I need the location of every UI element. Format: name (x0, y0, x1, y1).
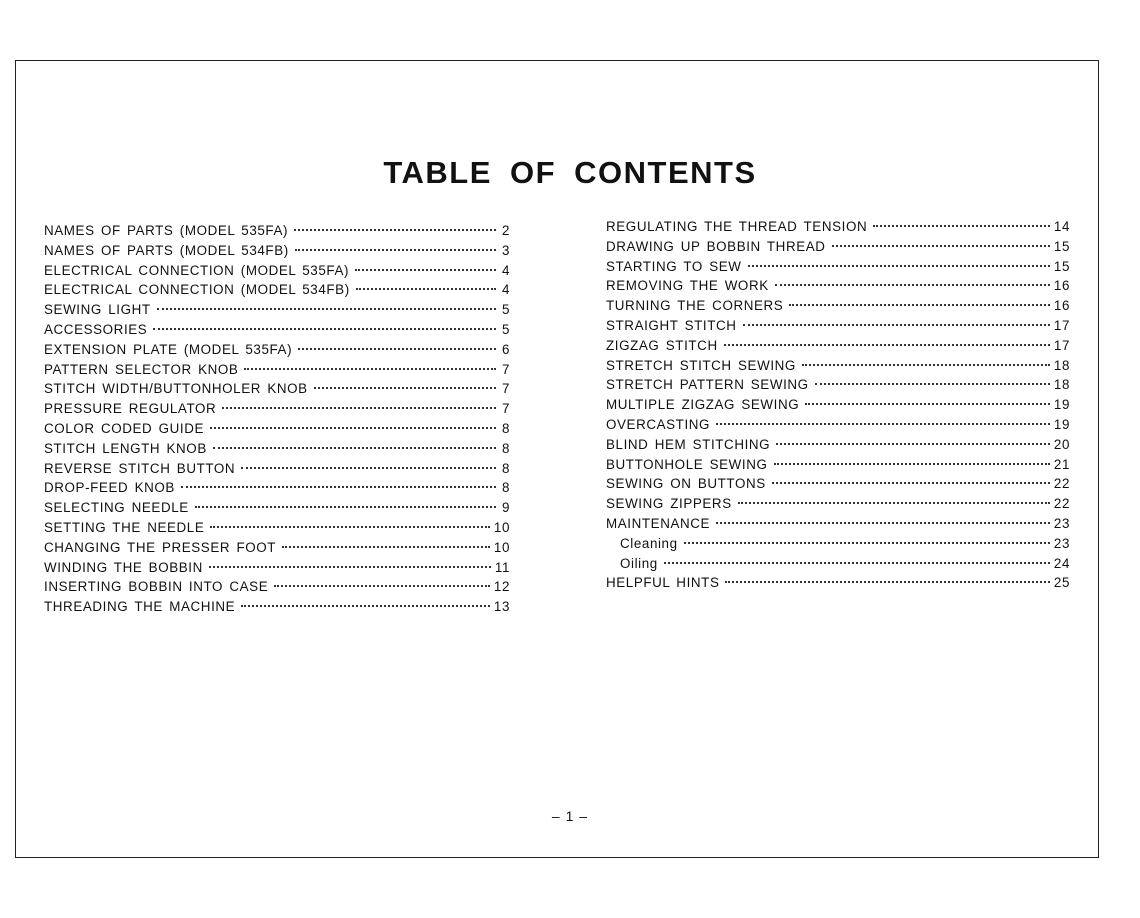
toc-entry-label: REMOVING THE WORK (606, 278, 769, 294)
toc-entry-label: NAMES OF PARTS (MODEL 534FB) (44, 242, 289, 258)
toc-entry-label: MULTIPLE ZIGZAG SEWING (606, 397, 800, 413)
toc-entry-page: 23 (1053, 515, 1070, 531)
dot-leader (282, 546, 490, 548)
toc-entry-label: STRETCH PATTERN SEWING (606, 377, 809, 393)
dot-leader (181, 486, 496, 488)
toc-entry[interactable] (606, 336, 1070, 356)
toc-entry-label: SEWING ON BUTTONS (606, 476, 766, 492)
dot-leader (294, 229, 496, 231)
dot-leader (210, 427, 496, 429)
toc-entry-page: 3 (501, 242, 510, 258)
toc-entry[interactable] (44, 439, 510, 459)
toc-entry-page: 4 (501, 282, 510, 298)
toc-entry-page: 17 (1053, 337, 1070, 353)
toc-entry-label: STRAIGHT STITCH (606, 317, 737, 333)
toc-entry[interactable] (44, 261, 510, 281)
dot-leader (295, 249, 496, 251)
toc-entry[interactable] (606, 514, 1070, 534)
toc-entry-label: STARTING TO SEW (606, 258, 742, 274)
toc-entry-label: STITCH WIDTH/BUTTONHOLER KNOB (44, 381, 308, 397)
toc-entry-page: 19 (1053, 416, 1070, 432)
dot-leader (775, 284, 1050, 286)
toc-entry[interactable] (606, 257, 1070, 277)
toc-entry[interactable] (44, 360, 510, 380)
toc-entry-page: 22 (1053, 476, 1070, 492)
toc-entry-label: ZIGZAG STITCH (606, 337, 718, 353)
dot-leader (776, 443, 1050, 445)
toc-entry[interactable] (606, 296, 1070, 316)
toc-entry-label: HELPFUL HINTS (606, 575, 720, 591)
toc-entry[interactable] (44, 558, 510, 578)
toc-entry-page: 25 (1053, 575, 1070, 591)
toc-entry[interactable] (606, 573, 1070, 593)
toc-entry-page: 17 (1053, 317, 1070, 333)
dot-leader (356, 288, 496, 290)
toc-entry-label: REGULATING THE THREAD TENSION (606, 219, 868, 234)
toc-entry-page: 2 (501, 223, 510, 238)
toc-entry-page: 8 (501, 420, 510, 436)
toc-entry-page: 7 (501, 401, 510, 417)
toc-entry-page: 23 (1053, 535, 1070, 551)
dot-leader (802, 364, 1050, 366)
toc-entry-page: 21 (1053, 456, 1070, 472)
toc-entry-label: CHANGING THE PRESSER FOOT (44, 539, 277, 555)
toc-entry-label: STRETCH STITCH SEWING (606, 357, 796, 373)
dot-leader (355, 269, 496, 271)
toc-entry-page: 7 (501, 361, 510, 377)
dot-leader (725, 581, 1049, 583)
toc-entry-page: 10 (493, 539, 510, 555)
toc-entry-label: NAMES OF PARTS (MODEL 535FA) (44, 223, 289, 238)
toc-entry-page: 22 (1053, 496, 1070, 512)
toc-entry-page: 6 (501, 341, 510, 357)
dot-leader (873, 225, 1050, 227)
toc-entry-page: 14 (1053, 219, 1070, 234)
dot-leader (724, 344, 1050, 346)
toc-entry[interactable] (606, 316, 1070, 336)
toc-entry-label: SELECTING NEEDLE (44, 500, 189, 516)
dot-leader (209, 566, 491, 568)
dot-leader (832, 245, 1050, 247)
dot-leader (274, 585, 490, 587)
toc-entry-label: STITCH LENGTH KNOB (44, 440, 207, 456)
toc-entry-label: THREADING THE MACHINE (44, 599, 236, 615)
toc-entry-page: 18 (1053, 357, 1070, 373)
dot-leader (716, 522, 1050, 524)
toc-left-column (44, 221, 510, 617)
toc-entry-page: 19 (1053, 397, 1070, 413)
toc-entry-page: 16 (1053, 298, 1070, 314)
toc-entry[interactable] (44, 597, 510, 617)
dot-leader (298, 348, 496, 350)
toc-entry-page: 18 (1053, 377, 1070, 393)
toc-entry-page: 16 (1053, 278, 1070, 294)
toc-entry[interactable] (44, 459, 510, 479)
dot-leader (195, 506, 496, 508)
toc-entry-page: 5 (501, 302, 510, 318)
dot-leader (815, 383, 1050, 385)
dot-leader (684, 542, 1050, 544)
dot-leader (743, 324, 1050, 326)
toc-entry-label: ELECTRICAL CONNECTION (MODEL 535FA) (44, 262, 350, 278)
toc-entry[interactable] (44, 419, 510, 439)
toc-entry-page: 8 (501, 440, 510, 456)
toc-entry-label: BLIND HEM STITCHING (606, 436, 771, 452)
toc-entry-label: INSERTING BOBBIN INTO CASE (44, 579, 269, 595)
toc-entry-label: PRESSURE REGULATOR (44, 401, 217, 417)
toc-entry-label: COLOR CODED GUIDE (44, 420, 205, 436)
toc-entry[interactable] (606, 415, 1070, 435)
toc-entry[interactable] (44, 320, 510, 340)
toc-entry-label: DROP-FEED KNOB (44, 480, 175, 496)
toc-entry-page: 15 (1053, 258, 1070, 274)
toc-entry-label: PATTERN SELECTOR KNOB (44, 361, 239, 377)
dot-leader (241, 467, 496, 469)
toc-entry[interactable] (44, 340, 510, 360)
toc-entry[interactable] (606, 356, 1070, 376)
toc-entry-page: 9 (501, 500, 510, 516)
toc-right-column (606, 217, 1070, 593)
toc-entry[interactable] (44, 577, 510, 597)
dot-leader (748, 265, 1050, 267)
dot-leader (738, 502, 1050, 504)
toc-entry-page: 10 (493, 519, 510, 535)
toc-entry-label: BUTTONHOLE SEWING (606, 456, 768, 472)
toc-entry[interactable] (606, 554, 1070, 574)
dot-leader (716, 423, 1050, 425)
toc-entry-page: 8 (501, 460, 510, 476)
toc-entry-label: WINDING THE BOBBIN (44, 559, 203, 575)
toc-entry-page: 15 (1053, 238, 1070, 254)
toc-entry[interactable] (606, 276, 1070, 296)
dot-leader (774, 463, 1050, 465)
toc-entry-page: 4 (501, 262, 510, 278)
toc-entry-label: DRAWING UP BOBBIN THREAD (606, 238, 826, 254)
toc-entry[interactable] (44, 379, 510, 399)
dot-leader (210, 526, 490, 528)
toc-entry[interactable] (44, 538, 510, 558)
toc-entry[interactable] (606, 375, 1070, 395)
dot-leader (241, 605, 490, 607)
toc-entry[interactable] (606, 395, 1070, 415)
toc-entry[interactable] (44, 478, 510, 498)
page-title: TABLE OF CONTENTS (383, 154, 757, 190)
toc-entry-page: 11 (494, 559, 510, 575)
dot-leader (213, 447, 496, 449)
toc-entry-page: 20 (1053, 436, 1070, 452)
toc-entry-page: 24 (1053, 555, 1070, 571)
toc-entry-label: SETTING THE NEEDLE (44, 519, 205, 535)
toc-entry[interactable] (44, 241, 510, 261)
toc-entry[interactable] (606, 474, 1070, 494)
toc-entry-label: Cleaning (620, 535, 678, 551)
dot-leader (222, 407, 496, 409)
toc-entry-label: SEWING LIGHT (44, 302, 151, 318)
toc-entry[interactable] (44, 498, 510, 518)
toc-entry[interactable] (606, 494, 1070, 514)
dot-leader (244, 368, 496, 370)
dot-leader (157, 308, 496, 310)
toc-entry[interactable] (606, 435, 1070, 455)
toc-entry-label: Oiling (620, 555, 658, 571)
dot-leader (805, 403, 1050, 405)
toc-entry[interactable] (44, 399, 510, 419)
toc-entry-label: SEWING ZIPPERS (606, 496, 732, 512)
toc-entry-page: 8 (501, 480, 510, 496)
page-number: – 1 – (551, 808, 589, 824)
toc-entry-label: MAINTENANCE (606, 515, 711, 531)
toc-entry-label: TURNING THE CORNERS (606, 298, 784, 314)
toc-entry[interactable] (44, 300, 510, 320)
toc-entry-page: 5 (501, 321, 510, 337)
toc-entry[interactable] (606, 237, 1070, 257)
toc-entry-page: 12 (493, 579, 510, 595)
dot-leader (772, 482, 1050, 484)
toc-entry-label: EXTENSION PLATE (MODEL 535FA) (44, 341, 293, 357)
toc-entry[interactable] (44, 280, 510, 300)
dot-leader (664, 562, 1050, 564)
toc-entry[interactable] (606, 534, 1070, 554)
toc-entry[interactable] (44, 518, 510, 538)
toc-entry-label: REVERSE STITCH BUTTON (44, 460, 236, 476)
dot-leader (789, 304, 1050, 306)
toc-entry-label: ACCESSORIES (44, 321, 148, 337)
toc-entry[interactable] (606, 217, 1070, 237)
toc-entry[interactable] (44, 221, 510, 241)
toc-entry-page: 7 (501, 381, 510, 397)
toc-entry[interactable] (606, 455, 1070, 475)
toc-entry-page: 13 (493, 599, 510, 615)
toc-entry-label: ELECTRICAL CONNECTION (MODEL 534FB) (44, 282, 350, 298)
dot-leader (314, 387, 496, 389)
toc-entry-label: OVERCASTING (606, 416, 711, 432)
dot-leader (153, 328, 496, 330)
